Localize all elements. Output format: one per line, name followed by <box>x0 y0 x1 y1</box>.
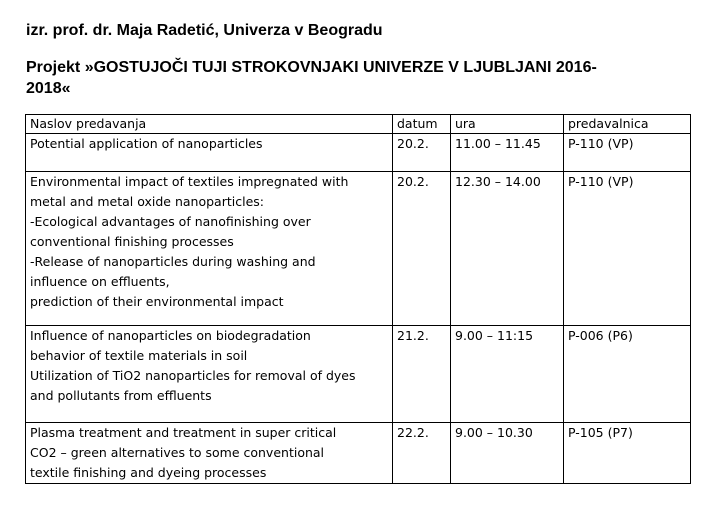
room-cell: P-110 (VP) <box>564 134 691 172</box>
date-cell: 20.2. <box>393 134 451 172</box>
table-row <box>26 172 691 326</box>
column-header-title: Naslov predavanja <box>26 115 393 134</box>
lecture-title-cell <box>26 172 393 326</box>
time-cell: 11.00 – 11.45 <box>451 134 564 172</box>
project-title <box>26 57 686 99</box>
lecture-title-cell <box>26 423 393 484</box>
table-row <box>26 326 691 423</box>
lecture-title-line: behavior of textile materials in soil <box>30 348 248 363</box>
room-cell: P-110 (VP) <box>564 172 691 326</box>
room-cell: P-006 (P6) <box>564 326 691 423</box>
room-cell: P-105 (P7) <box>564 423 691 484</box>
lecture-title-line: prediction of their environmental impact <box>30 294 284 309</box>
lecture-title-line: Influence of nanoparticles on biodegradation <box>30 328 311 343</box>
column-header-date: datum <box>393 115 451 134</box>
lecture-title-line: metal and metal oxide nanoparticles: <box>30 194 264 209</box>
column-header-time: ura <box>451 115 564 134</box>
lecture-title-line: CO2 – green alternatives to some conventional <box>30 445 325 460</box>
lecture-title-line: -Ecological advantages of nanofinishing over <box>30 214 311 229</box>
lecture-title-line: conventional finishing processes <box>30 234 234 249</box>
column-header-room: predavalnica <box>564 115 691 134</box>
time-cell: 12.30 – 14.00 <box>451 172 564 326</box>
author-line: izr. prof. dr. Maja Radetić, Univerza v Beogradu <box>26 22 383 39</box>
project-title-line: Projekt »GOSTUJOČI TUJI STROKOVNJAKI UNIVERZE V LJUBLJANI 2016- <box>26 59 597 76</box>
time-cell: 9.00 – 11:15 <box>451 326 564 423</box>
date-cell: 21.2. <box>393 326 451 423</box>
lecture-title-cell <box>26 326 393 423</box>
table-row <box>26 423 691 484</box>
lecture-title-line: -Release of nanoparticles during washing and <box>30 254 316 269</box>
lecture-title-line: textile finishing and dyeing processes <box>30 465 267 480</box>
lecture-schedule-table <box>25 114 691 484</box>
date-cell: 20.2. <box>393 172 451 326</box>
time-cell: 9.00 – 10.30 <box>451 423 564 484</box>
lecture-title-line: Plasma treatment and treatment in super critical <box>30 425 337 440</box>
date-cell: 22.2. <box>393 423 451 484</box>
lecture-title-line: Utilization of TiO2 nanoparticles for removal of dyes <box>30 368 356 383</box>
lecture-title-cell <box>26 134 393 172</box>
lecture-title-line: Environmental impact of textiles impregnated with <box>30 174 349 189</box>
table-header-row <box>26 115 691 134</box>
lecture-title-line: influence on effluents, <box>30 274 170 289</box>
lecture-title-line: Potential application of nanoparticles <box>30 136 263 151</box>
table-row <box>26 134 691 172</box>
project-title-line: 2018« <box>26 80 71 97</box>
lecture-title-line: and pollutants from effluents <box>30 388 212 403</box>
